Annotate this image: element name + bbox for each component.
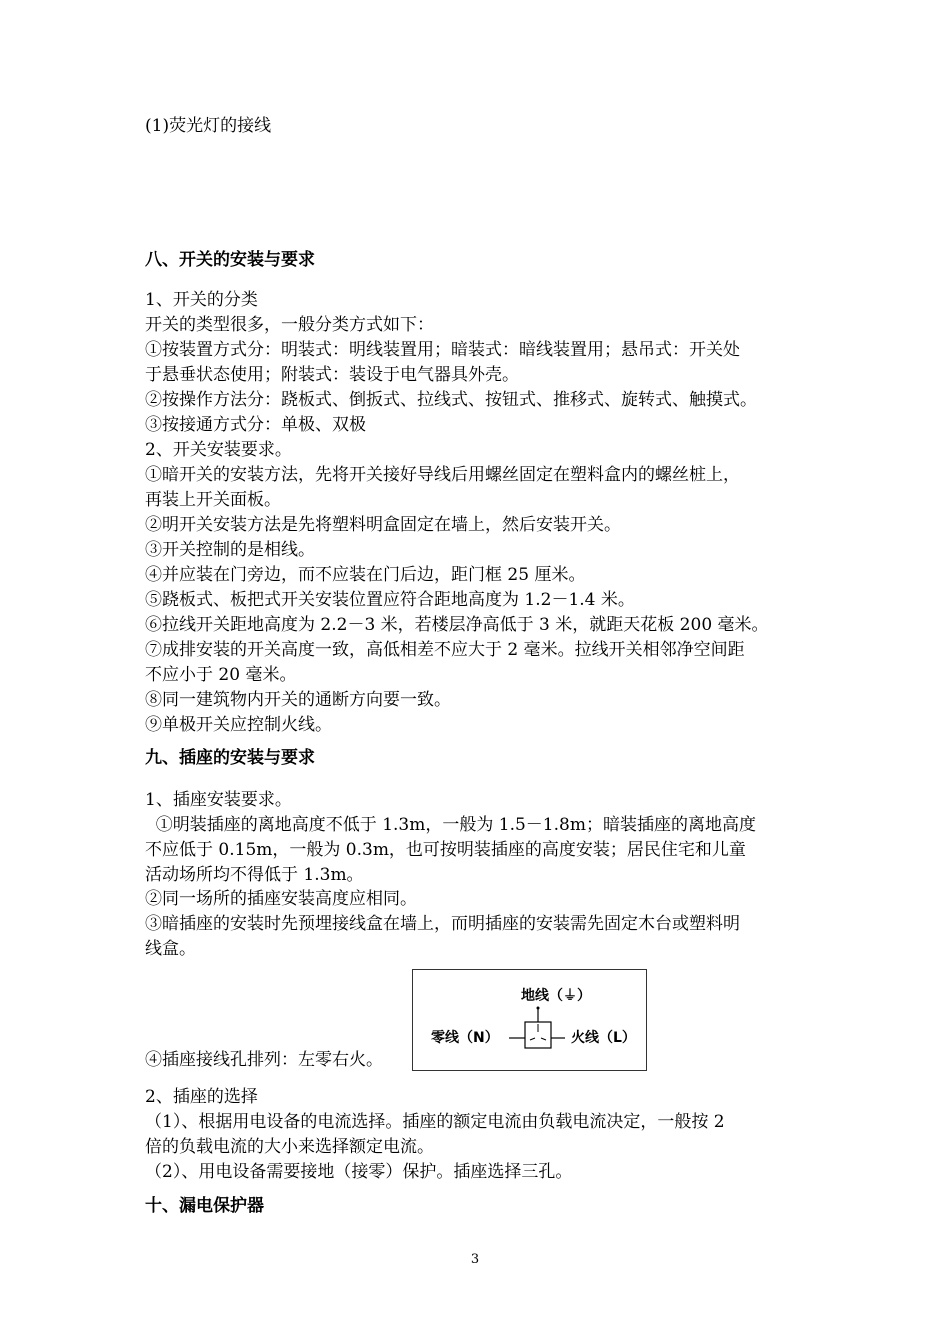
section-8-line: 再装上开关面板。 bbox=[145, 490, 281, 510]
section-8-line: 1、开关的分类 bbox=[145, 290, 258, 310]
section-8-line: ⑧同一建筑物内开关的通断方向要一致。 bbox=[145, 690, 451, 710]
section-8-line: ①暗开关的安装方法，先将开关接好导线后用螺丝固定在塑料盒内的螺丝桩上， bbox=[145, 465, 740, 485]
section-9-line: 活动场所均不得低于 1.3m。 bbox=[145, 865, 364, 885]
section-8-line: 2、开关安装要求。 bbox=[145, 440, 292, 460]
section-9-title: 九、插座的安装与要求 bbox=[145, 748, 315, 768]
section-8-line: 不应小于 20 毫米。 bbox=[145, 665, 297, 685]
section-9-line: （2）、用电设备需要接地（接零）保护。插座选择三孔。 bbox=[145, 1162, 573, 1182]
section-9-line: （1）、根据用电设备的电流选择。插座的额定电流由负载电流决定，一般按 2 bbox=[145, 1112, 725, 1132]
ground-terminal bbox=[537, 1007, 540, 1010]
section-9-line: 倍的负载电流的大小来选择额定电流。 bbox=[145, 1137, 434, 1157]
page-number: 3 bbox=[470, 1252, 480, 1267]
section-9-line: ③暗插座的安装时先预埋接线盒在墙上，而明插座的安装需先固定木台或塑料明 bbox=[145, 914, 740, 934]
section-8-line: 开关的类型很多，一般分类方式如下： bbox=[145, 315, 434, 335]
section-9-line: 不应低于 0.15m，一般为 0.3m，也可按明装插座的高度安装；居民住宅和儿童 bbox=[145, 840, 746, 860]
section-8-line: ①按装置方式分：明装式：明线装置用；暗装式：暗线装置用；悬吊式：开关处 bbox=[145, 340, 740, 360]
section-8-line: ⑥拉线开关距地高度为 2.2－3 米，若楼层净高低于 3 米，就距天花板 200 毫米。 bbox=[145, 615, 769, 635]
socket-wiring-diagram bbox=[412, 969, 647, 1071]
section-8-line: ③开关控制的是相线。 bbox=[145, 540, 315, 560]
fluorescent-wiring-heading: (1)荧光灯的接线 bbox=[145, 116, 272, 136]
section-8-line: ②按操作方法分：跷板式、倒扳式、拉线式、按钮式、推移式、旋转式、触摸式。 bbox=[145, 390, 757, 410]
section-10-title: 十、漏电保护器 bbox=[145, 1196, 264, 1216]
section-8-line: ③按接通方式分：单极、双极 bbox=[145, 415, 366, 435]
ground-label: 地线（⏚） bbox=[521, 988, 591, 1004]
section-9-line: ②同一场所的插座安装高度应相同。 bbox=[145, 889, 417, 909]
section-9-line: 1、插座安装要求。 bbox=[145, 790, 292, 810]
section-8-line: ②明开关安装方法是先将塑料明盒固定在墙上，然后安装开关。 bbox=[145, 515, 621, 535]
section-8-line: ⑦成排安装的开关高度一致，高低相差不应大于 2 毫米。拉线开关相邻净空间距 bbox=[145, 640, 745, 660]
section-8-line: ⑨单极开关应控制火线。 bbox=[145, 715, 332, 735]
section-9-line: ①明装插座的离地高度不低于 1.3m，一般为 1.5－1.8m；暗装插座的离地高度 bbox=[145, 815, 756, 835]
neutral-label: 零线（N） bbox=[431, 1030, 499, 1046]
section-9-line: 2、插座的选择 bbox=[145, 1087, 258, 1107]
section-8-title: 八、开关的安装与要求 bbox=[145, 250, 315, 270]
socket-neutral-hole bbox=[530, 1038, 535, 1040]
section-8-line: ④并应装在门旁边，而不应装在门后边，距门框 25 厘米。 bbox=[145, 565, 586, 585]
socket-hole-arrangement: ④插座接线孔排列：左零右火。 bbox=[145, 1050, 383, 1070]
socket-wiring-svg bbox=[413, 970, 646, 1070]
section-9-line: 线盒。 bbox=[145, 939, 196, 959]
live-label: 火线（L） bbox=[571, 1030, 636, 1046]
socket-live-hole bbox=[541, 1038, 546, 1040]
section-8-line: 于悬垂状态使用；附装式：装设于电气器具外壳。 bbox=[145, 365, 519, 385]
section-8-line: ⑤跷板式、板把式开关安装位置应符合距地高度为 1.2－1.4 米。 bbox=[145, 590, 635, 610]
